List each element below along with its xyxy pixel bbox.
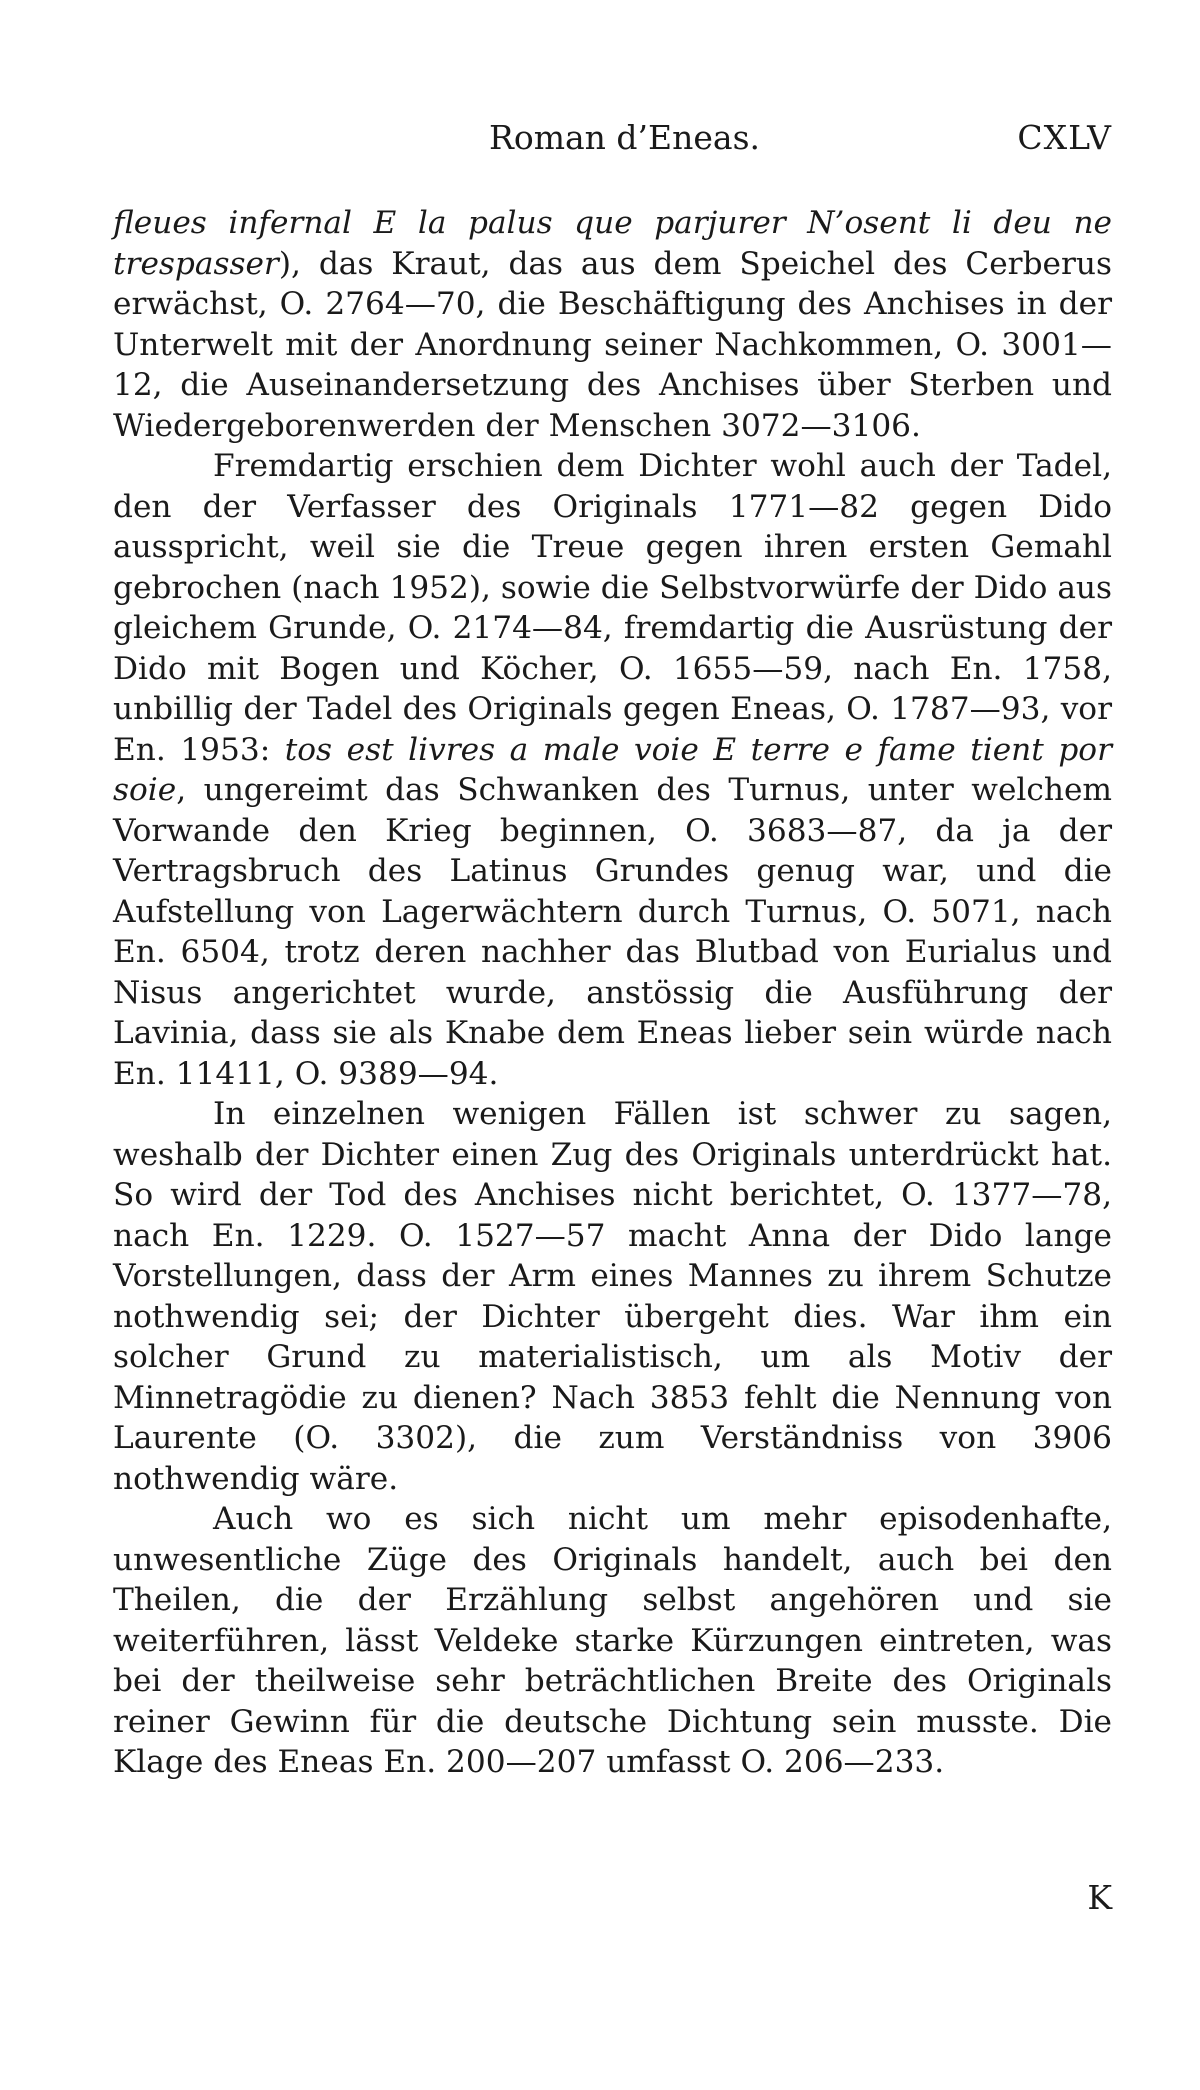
- paragraph-2: [113, 446, 1112, 1094]
- running-title: Roman d’Eneas.: [489, 118, 761, 157]
- paragraph-text: , ungereimt das Schwanken des Turnus, unter welchem Vorwande den Krieg beginnen, O. 3683—87, da ja der Vertragsbruch des Latinus Grundes genug war, und die Aufstellung von Lagerwächtern durch Turnus, O. 5071, nach En. 6504, trotz deren nachher das Blutbad von Eurialus und Nisus angerichtet wurde, anstössig die Ausführung der Lavinia, dass sie als Knabe dem Eneas lieber sein würde nach En. 11411, O. 9389—94.: [113, 772, 1112, 1092]
- paragraph-text: Fremdartig erschien dem Dichter wohl auch der Tadel, den der Verfasser des Originals 1771—82 gegen Dido ausspricht, weil sie die Treue gegen ihren ersten Gemahl gebrochen (nach 1952), sowie die Selbstvorwürfe der Dido aus gleichem Grunde, O. 2174—84, fremdartig die Ausrüstung der Dido mit Bogen und Köcher, O. 1655—59, nach En. 1758, unbillig der Tadel des Originals gegen Eneas, O. 1787—93, vor En. 1953:: [113, 448, 1112, 768]
- italic-quotation: tos est livres a male voie E terre e fame tient por soie: [113, 731, 1112, 808]
- page-number: CXLV: [1017, 118, 1112, 157]
- page: [113, 118, 1112, 1917]
- signature-mark: K: [1087, 1878, 1112, 1917]
- paragraph-3: [113, 1094, 1112, 1499]
- paragraph-text: In einzelnen wenigen Fällen ist schwer zu sagen, weshalb der Dichter einen Zug des Originals unterdrückt hat. So wird der Tod des Anchises nicht berichtet, O. 1377—78, nach En. 1229. O. 1527—57 macht Anna der Dido lange Vorstellungen, dass der Arm eines Mannes zu ihrem Schutze nothwendig sei; der Dichter übergeht dies. War ihm ein solcher Grund zu materialistisch, um als Motiv der Minnetragödie zu dienen? Nach 3853 fehlt die Nennung von Laurente (O. 3302), die zum Verständniss von 3906 nothwendig wäre.: [113, 1096, 1112, 1497]
- paragraph-text: Auch wo es sich nicht um mehr episodenhafte, unwesentliche Züge des Originals handelt, auch bei den Theilen, die der Erzählung selbst angehören und sie weiterführen, lässt Veldeke starke Kürzungen eintreten, was bei der theilweise sehr beträchtlichen Breite des Originals reiner Gewinn für die deutsche Dichtung sein musste. Die Klage des Eneas En. 200—207 umfasst O. 206—233.: [113, 1501, 1112, 1780]
- paragraph-1: [113, 203, 1112, 446]
- paragraph-text: ), das Kraut, das aus dem Speichel des Cerberus erwächst, O. 2764—70, die Beschäftigung des Anchises in der Unterwelt mit der Anordnung seiner Nachkommen, O. 3001—12, die Auseinandersetzung des Anchises über Sterben und Wiedergeborenwerden der Menschen 3072—3106.: [113, 245, 1112, 444]
- running-head: [113, 118, 1112, 178]
- body-text: [113, 203, 1112, 1783]
- paragraph-4: [113, 1499, 1112, 1783]
- italic-quotation: fleues infernal E la palus que parjurer N’osent li deu ne trespasser: [113, 205, 1112, 282]
